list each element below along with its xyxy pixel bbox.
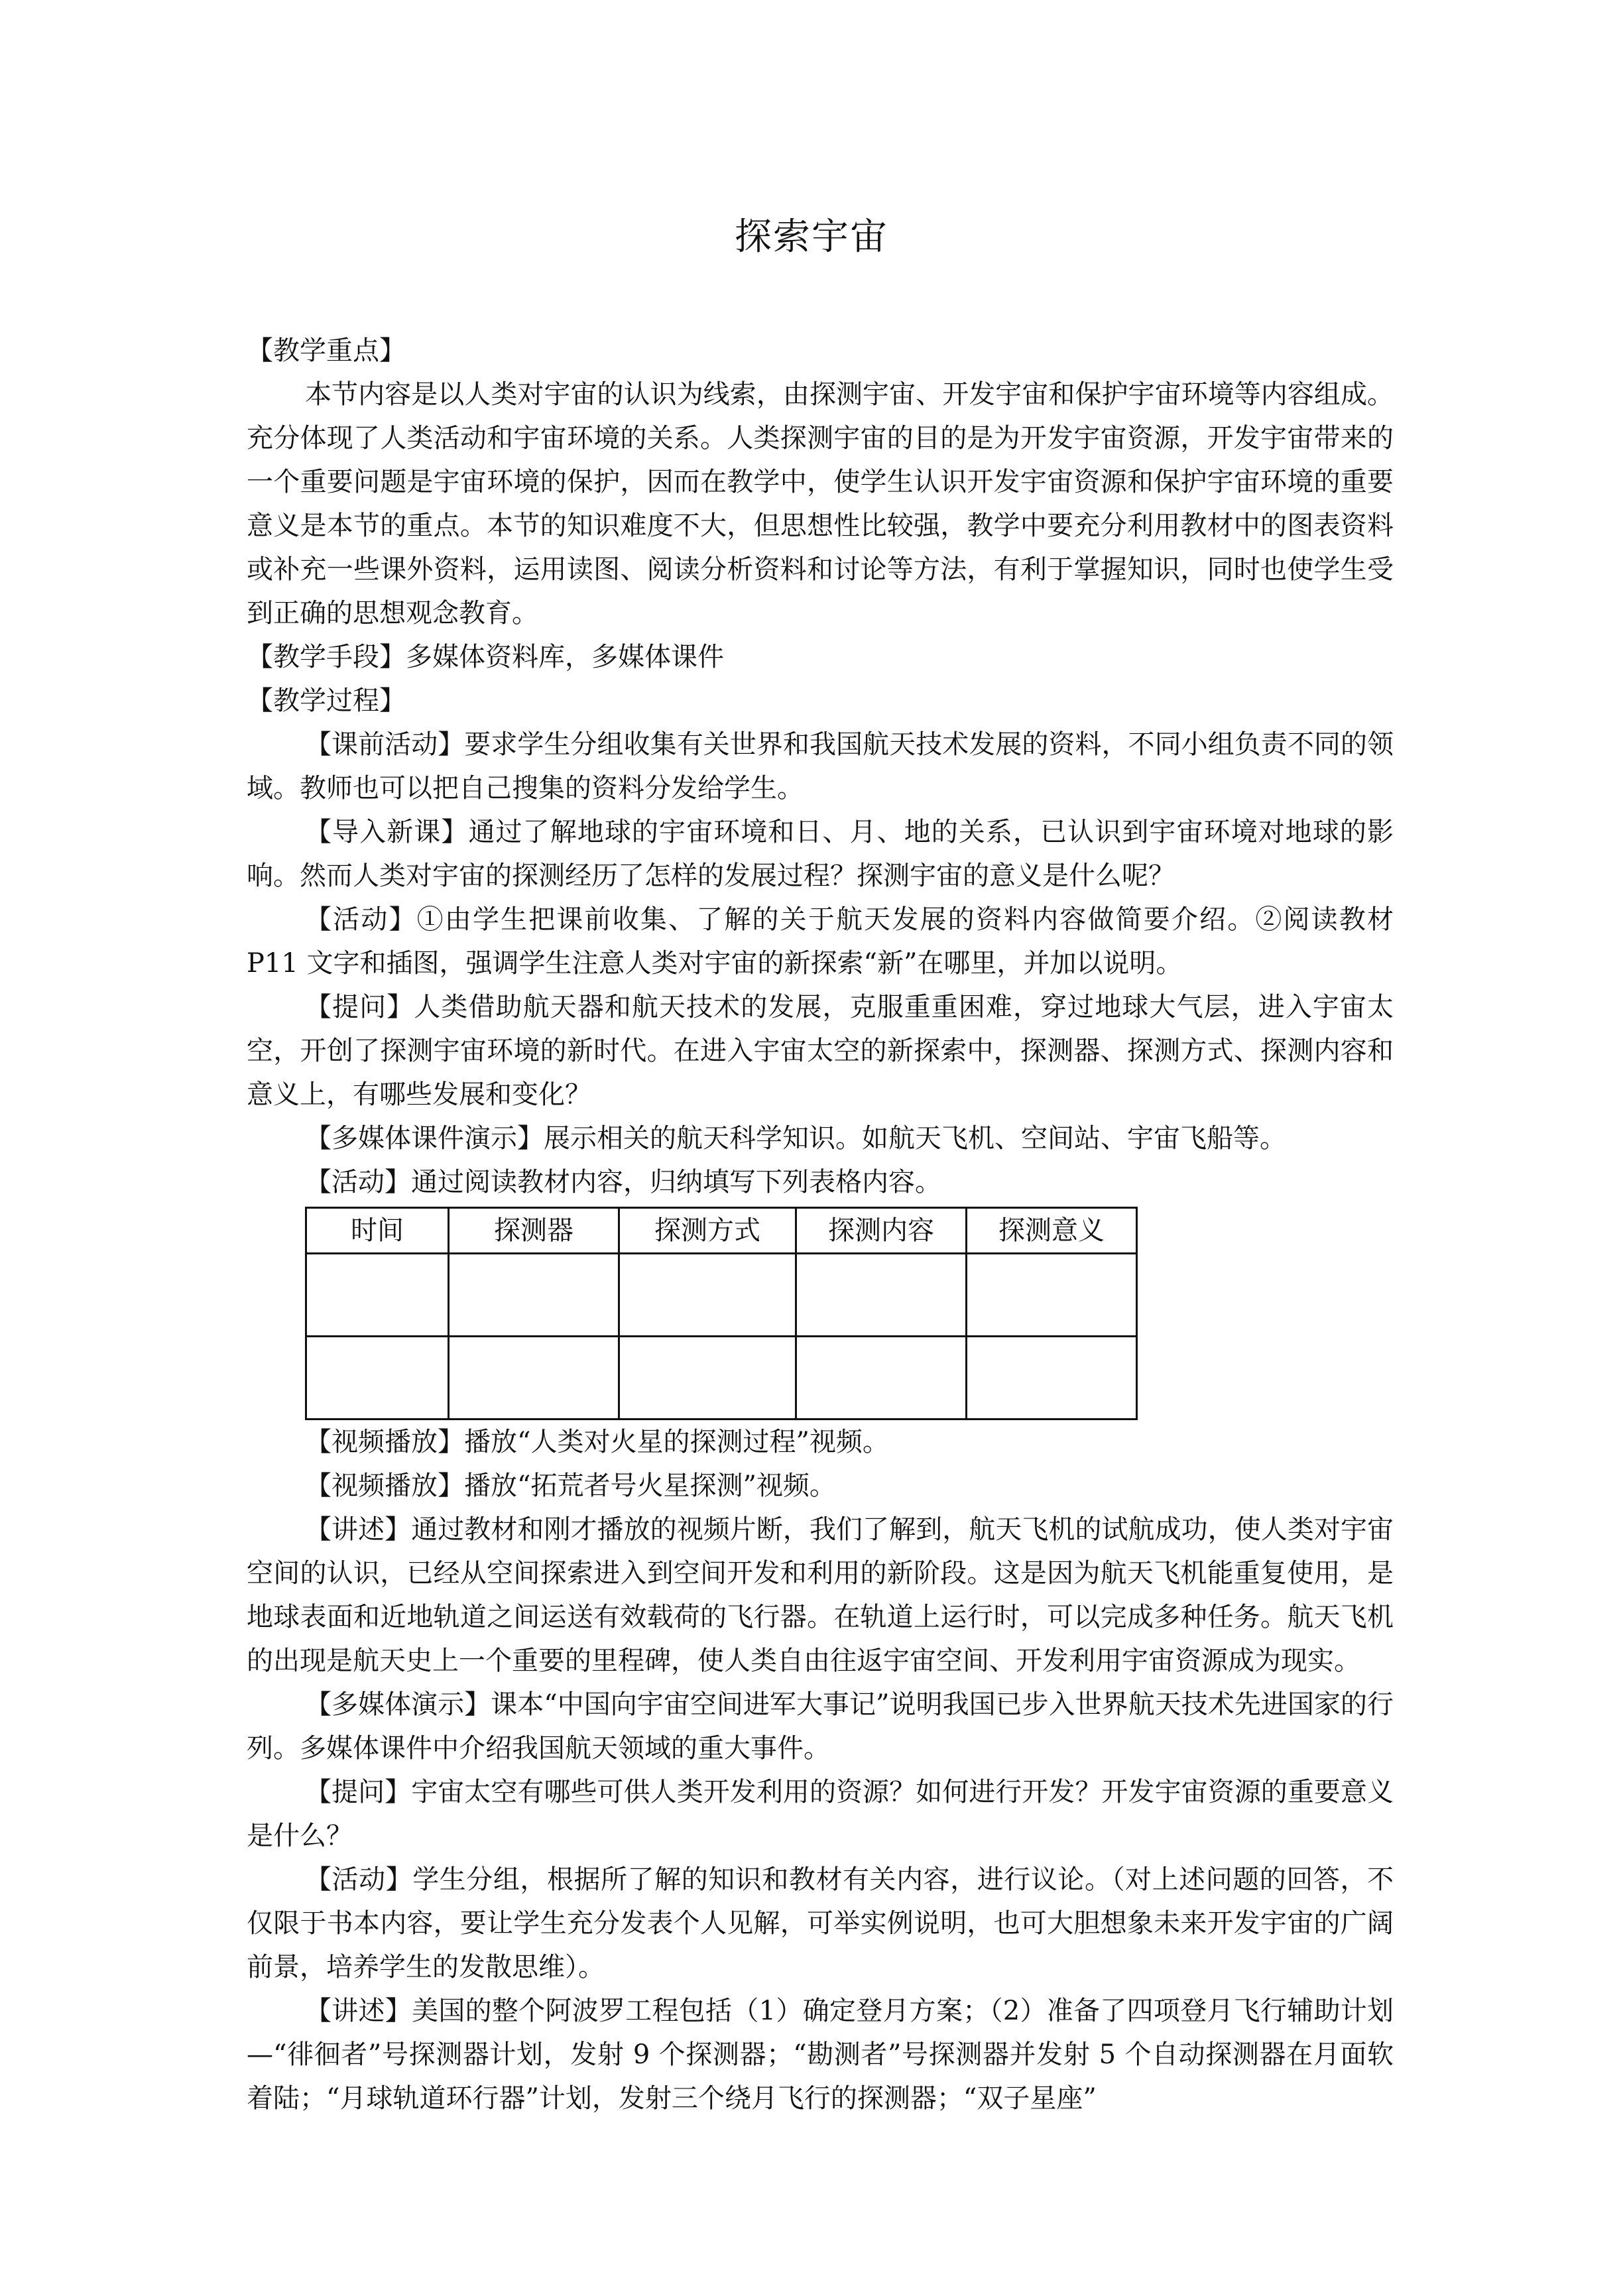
table-cell (449, 1254, 619, 1337)
document-body (247, 329, 1394, 2120)
table-cell (796, 1337, 967, 1420)
table-header-row (306, 1208, 1137, 1254)
table-cell (967, 1337, 1137, 1420)
focus-paragraph: 本节内容是以人类对宇宙的认识为线索，由探测宇宙、开发宇宙和保护宇宙环境等内容组成。充分体现了人类活动和宇宙环境的关系。人类探测宇宙的目的是为开发宇宙资源，开发宇宙带来的一个重要问题是宇宙环境的保护，因而在教学中，使学生认识开发宇宙资源和保护宇宙环境的重要意义是本节的重点。本节的知识难度不大，但思想性比较强，教学中要充分利用教材中的图表资料或补充一些课外资料，运用读图、阅读分析资料和讨论等方法，有利于掌握知识，同时也使学生受到正确的思想观念教育。 (247, 379, 1394, 629)
paragraph-video-2: 【视频播放】播放“拓荒者号火星探测”视频。 (305, 1471, 836, 1501)
table-header-cell: 探测方式 (619, 1208, 796, 1254)
paragraph-question-2: 【提问】宇宙太空有哪些可供人类开发利用的资源？如何进行开发？开发宇宙资源的重要意义是什么？ (247, 1777, 1394, 1851)
paragraph-video-1: 【视频播放】播放“人类对火星的探测过程”视频。 (305, 1427, 889, 1457)
paragraph-pre-class-activity: 【课前活动】要求学生分组收集有关世界和我国航天技术发展的资料，不同小组负责不同的领域。教师也可以把自己搜集的资料分发给学生。 (247, 729, 1394, 804)
table-row (306, 1254, 1137, 1337)
document-title: 探索宇宙 (735, 215, 888, 259)
table-cell (967, 1254, 1137, 1337)
exploration-table (305, 1207, 1138, 1420)
paragraph-multimedia-china: 【多媒体演示】课本“中国向宇宙空间进军大事记”说明我国已步入世界航天技术先进国家的行列。多媒体课件中介绍我国航天领域的重大事件。 (247, 1689, 1394, 1764)
paragraph-question-1: 【提问】人类借助航天器和航天技术的发展，克服重重困难，穿过地球大气层，进入宇宙太空，开创了探测宇宙环境的新时代。在进入宇宙太空的新探索中，探测器、探测方式、探测内容和意义上，有哪些发展和变化？ (247, 992, 1394, 1110)
table-cell (619, 1254, 796, 1337)
table-header-cell: 探测内容 (796, 1208, 967, 1254)
paragraph-activity-discussion: 【活动】学生分组，根据所了解的知识和教材有关内容，进行议论。（对上述问题的回答，不仅限于书本内容，要让学生充分发表个人见解，可举实例说明，也可大胆想象未来开发宇宙的广阔前景，培养学生的发散思维）。 (247, 1864, 1394, 1982)
paragraph-narration-apollo: 【讲述】美国的整个阿波罗工程包括（1）确定登月方案；（2）准备了四项登月飞行辅助计划—“徘徊者”号探测器计划，发射 9 个探测器；“勘测者”号探测器并发射 5 个自动探测器在月面软着陆；“月球轨道环行器”计划，发射三个绕月飞行的探测器；“双子星座” (247, 1996, 1394, 2114)
table-header-cell: 探测器 (449, 1208, 619, 1254)
section-heading-process: 【教学过程】 (247, 686, 406, 716)
table-header-cell: 探测意义 (967, 1208, 1137, 1254)
paragraph-multimedia-demo: 【多媒体课件演示】展示相关的航天科学知识。如航天飞机、空间站、宇宙飞船等。 (305, 1123, 1286, 1154)
table-cell (306, 1254, 449, 1337)
exploration-table-wrapper (305, 1207, 1394, 1420)
table-cell (796, 1254, 967, 1337)
paragraph-activity-table-intro: 【活动】通过阅读教材内容，归纳填写下列表格内容。 (305, 1167, 941, 1197)
table-cell (449, 1337, 619, 1420)
paragraph-lesson-intro: 【导入新课】通过了解地球的宇宙环境和日、月、地的关系，已认识到宇宙环境对地球的影响。然而人类对宇宙的探测经历了怎样的发展过程？探测宇宙的意义是什么呢？ (247, 817, 1394, 891)
paragraph-activity-1: 【活动】①由学生把课前收集、了解的关于航天发展的资料内容做简要介绍。②阅读教材 P11 文字和插图，强调学生注意人类对宇宙的新探索“新”在哪里，并加以说明。 (247, 904, 1394, 979)
table-header-cell: 时间 (306, 1208, 449, 1254)
table-cell (306, 1337, 449, 1420)
paragraph-narration-shuttle: 【讲述】通过教材和刚才播放的视频片断，我们了解到，航天飞机的试航成功，使人类对宇宙空间的认识，已经从空间探索进入到空间开发和利用的新阶段。这是因为航天飞机能重复使用，是地球表面和近地轨道之间运送有效载荷的飞行器。在轨道上运行时，可以完成多种任务。航天飞机的出现是航天史上一个重要的里程碑，使人类自由往返宇宙空间、开发利用宇宙资源成为现实。 (247, 1514, 1394, 1676)
table-row (306, 1337, 1137, 1420)
section-heading-focus: 【教学重点】 (247, 335, 406, 366)
table-cell (619, 1337, 796, 1420)
teaching-means-line: 【教学手段】多媒体资料库，多媒体课件 (247, 642, 724, 672)
